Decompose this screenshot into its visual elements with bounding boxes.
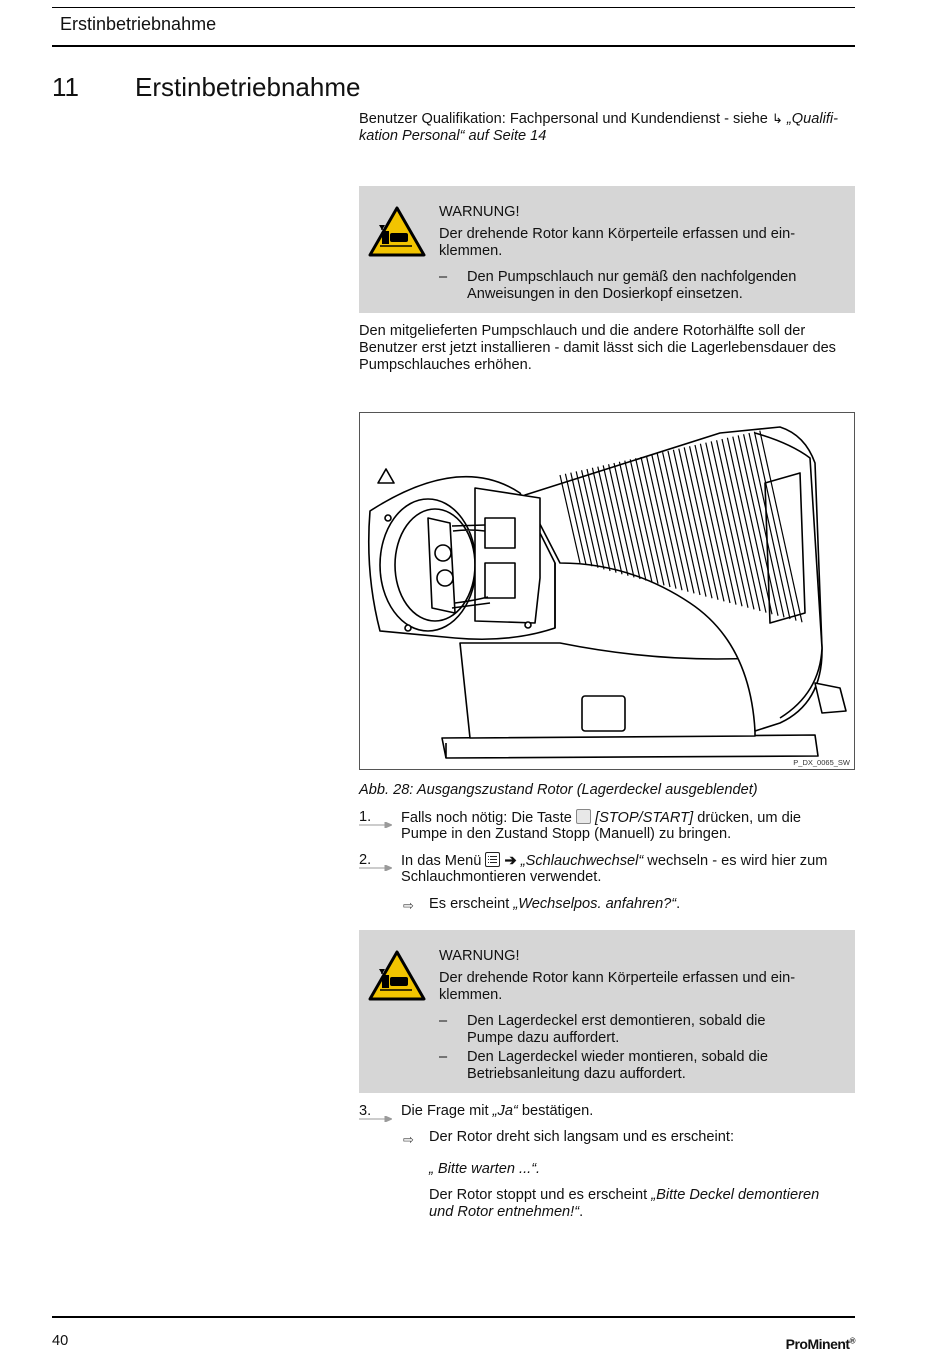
warning-2-item-2-line2: Betriebsanleitung dazu auffordert. xyxy=(467,1066,686,1082)
warning-1-item-line1: Den Pumpschlauch nur gemäß den nachfolgenden xyxy=(467,269,797,285)
figure-caption: Abb. 28: Ausgangszustand Rotor (Lagerdeckel ausgeblendet) xyxy=(359,782,758,798)
step-2-menu: „Schlauchwechsel“ xyxy=(520,853,644,869)
warning-box-2 xyxy=(359,930,855,1093)
step-2-number: 2. xyxy=(359,852,372,868)
step-3-number: 3. xyxy=(359,1103,372,1119)
step-2-result-pre: Es erscheint xyxy=(429,896,510,912)
qualification-paragraph xyxy=(359,110,859,145)
step-3-stop-value1: „Bitte Deckel demontieren xyxy=(651,1187,820,1203)
qualification-text: Benutzer Qualifikation: Fachpersonal und Kundendienst - siehe xyxy=(359,111,768,127)
running-header: Erstinbetriebnahme xyxy=(60,14,217,34)
warning-1-item-line2: Anweisungen in den Dosierkopf einsetzen. xyxy=(467,286,743,302)
step-3-stop xyxy=(429,1187,819,1204)
step-2-post: wechseln - es wird hier zum xyxy=(647,853,828,869)
figure-code: P_DX_0065_SW xyxy=(793,758,850,767)
logo-text: ProMinent xyxy=(785,1336,850,1352)
warning-2-item-2-line1: Den Lagerdeckel wieder montieren, sobald die xyxy=(467,1049,768,1065)
step-3-stop-line2 xyxy=(429,1204,583,1221)
step-3-stop-pre: Der Rotor stoppt und es erscheint xyxy=(429,1187,648,1203)
warning-hand-crush-icon xyxy=(368,950,426,1002)
header-rule xyxy=(52,45,855,47)
page-number: 40 xyxy=(52,1333,69,1349)
step-2-result-value: „Wechselpos. anfahren?“ xyxy=(513,896,677,912)
step-2-arrow-icon xyxy=(359,865,392,871)
step-2-result xyxy=(429,896,680,913)
intro-line3: Pumpschlauches erhöhen. xyxy=(359,357,532,373)
warning-1-heading: WARNUNG! xyxy=(439,204,520,220)
intro-paragraph xyxy=(359,323,836,374)
step-2-line2: Schlauchmontieren verwendet. xyxy=(401,869,602,885)
step-3-pre: Die Frage mit xyxy=(401,1103,489,1119)
step-3-display: „ Bitte warten ...“. xyxy=(429,1161,541,1177)
step-3-result-text: Der Rotor dreht sich langsam und es erscheint: xyxy=(429,1129,734,1145)
step-1-arrow-icon xyxy=(359,822,392,828)
warning-2-dash-1: – xyxy=(439,1013,448,1029)
warning-2-item-1-line1: Den Lagerdeckel erst demontieren, sobald die xyxy=(467,1013,766,1029)
chapter-number: 11 xyxy=(52,72,79,102)
warning-2-dash-2: – xyxy=(439,1049,448,1065)
chapter-title: Erstinbetriebnahme xyxy=(135,72,361,102)
step-3-stop-value2: und Rotor entnehmen!“ xyxy=(429,1204,580,1220)
warning-1-dash: – xyxy=(439,269,448,285)
warning-2-text-line1: Der drehende Rotor kann Körperteile erfassen und ein- xyxy=(439,970,796,986)
step-1-number: 1. xyxy=(359,809,372,825)
step-1-line2: Pumpe in den Zustand Stopp (Manuell) zu bringen. xyxy=(401,826,732,842)
step-2-text xyxy=(401,852,827,870)
warning-1-text-line1: Der drehende Rotor kann Körperteile erfassen und ein- xyxy=(439,226,796,242)
warning-2-heading: WARNUNG! xyxy=(439,948,520,964)
step-3-post: bestätigen. xyxy=(521,1103,594,1119)
warning-2-text-line2: klemmen. xyxy=(439,987,503,1003)
step-1-text xyxy=(401,809,801,827)
step-1-pre: Falls noch nötig: Die Taste xyxy=(401,810,572,826)
logo-registered-mark: ® xyxy=(849,1336,855,1346)
prominent-logo xyxy=(786,1336,855,1352)
cross-reference-icon: ↳ xyxy=(771,111,783,126)
step-3-text xyxy=(401,1103,593,1120)
step-2-pre: In das Menü xyxy=(401,853,482,869)
warning-2-item-1-line2: Pumpe dazu auffordert. xyxy=(467,1030,620,1046)
menu-icon xyxy=(485,852,500,867)
step-3-value: „Ja“ xyxy=(492,1103,518,1119)
pump-figure xyxy=(359,412,855,770)
stop-start-key-icon xyxy=(576,809,591,824)
stop-start-key-label: [STOP/START] xyxy=(595,810,694,826)
step-2-result-post: . xyxy=(676,896,681,912)
warning-hand-crush-icon xyxy=(368,206,426,258)
step-3-result-arrow-icon: ⇨ xyxy=(403,1132,414,1147)
qualification-link-cont[interactable]: kation Personal“ auf Seite 14 xyxy=(359,128,547,144)
qualification-link[interactable]: „Qualifi- xyxy=(786,111,839,127)
step-1-post: drücken, um die xyxy=(697,810,802,826)
step-3-arrow-icon xyxy=(359,1116,392,1122)
step-3-stop-post: . xyxy=(579,1204,584,1220)
warning-box-1 xyxy=(359,186,855,313)
warning-1-text-line2: klemmen. xyxy=(439,243,503,259)
right-arrow-icon: ➔ xyxy=(504,853,517,869)
intro-line2: Benutzer erst jetzt installieren - damit lässt sich die Lagerlebensdauer des xyxy=(359,340,836,356)
intro-line1: Den mitgelieferten Pumpschlauch und die andere Rotorhälfte soll der xyxy=(359,323,806,339)
pump-illustration xyxy=(360,413,854,769)
footer-rule xyxy=(52,1316,855,1318)
top-rule xyxy=(52,7,855,8)
step-2-result-arrow-icon: ⇨ xyxy=(403,898,414,913)
